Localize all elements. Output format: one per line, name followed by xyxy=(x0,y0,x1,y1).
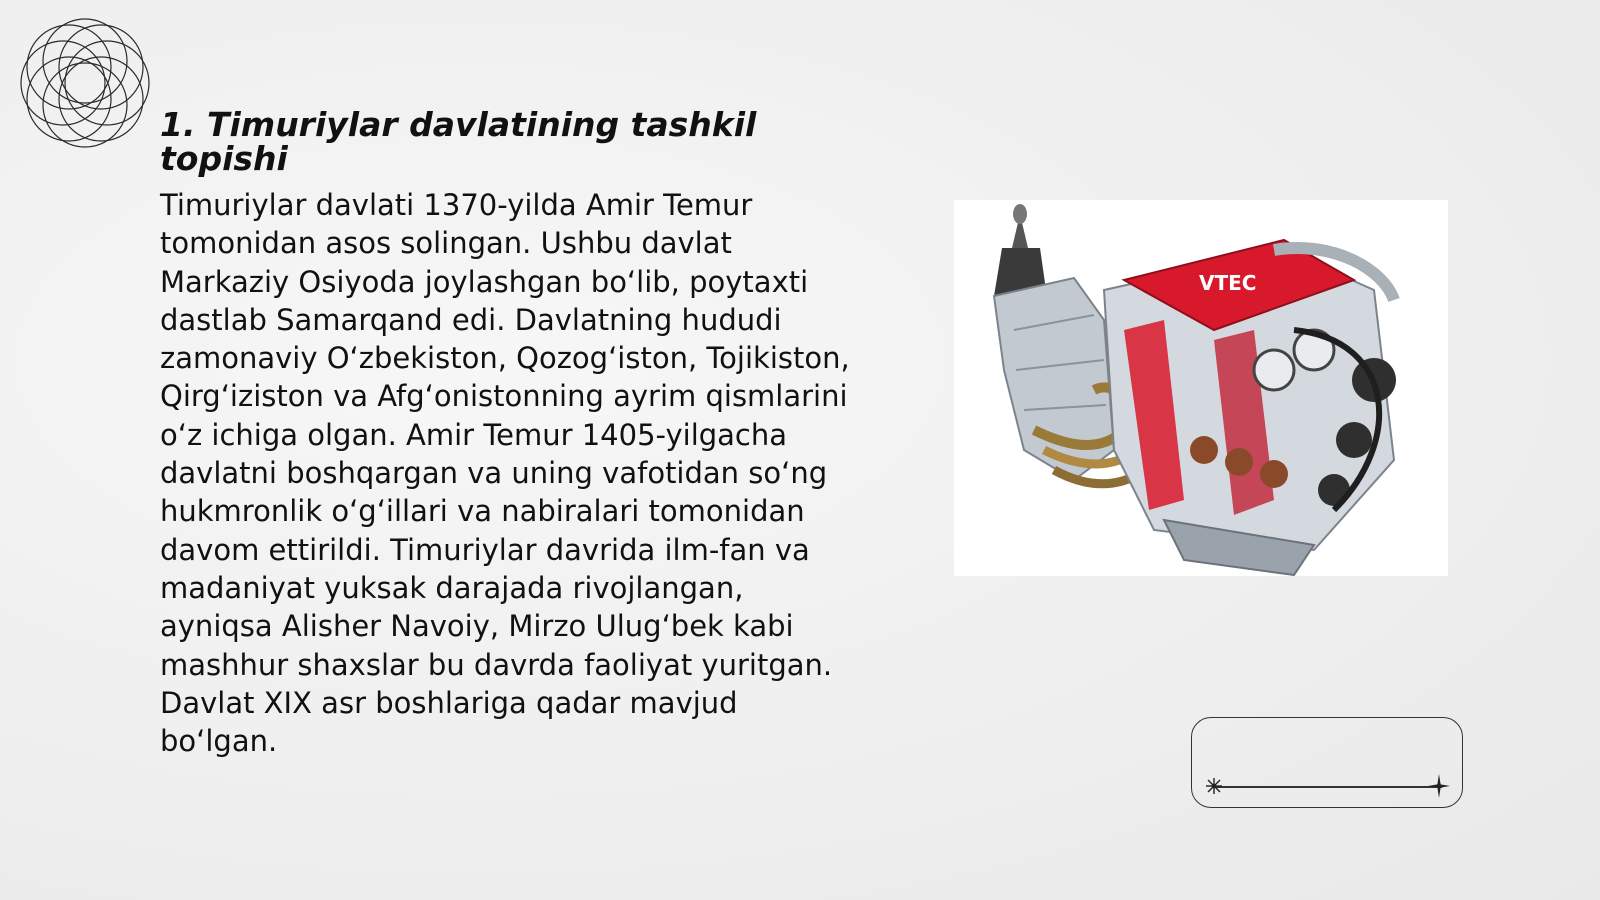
frame-divider-line xyxy=(1212,786,1442,788)
sparkle-icon xyxy=(1428,774,1450,798)
starburst-icon xyxy=(1204,776,1224,796)
slide-body-text: Timuriylar davlati 1370-yilda Amir Temur tomonidan asos solingan. Ushbu davlat Markaziy Osiyoda joylashgan bo‘lib, poytaxti dastlab Samarqand edi. Davlatning hududi zamonaviy O‘zbekiston, Qozog‘iston, Tojikiston, Qirg‘iziston va Afg‘onistonning ayrim qismlarini o‘z ichiga olgan. Amir Temur 1405-yilgacha davlatni boshqargan va uning vafotidan so‘ng hukmronlik o‘g‘illari va nabiralari tomonidan davom ettirildi. Timuriylar davrida ilm-fan va madaniyat yuksak darajada rivojlangan, ayniqsa Alisher Navoiy, Mirzo Ulug‘bek kabi mashhur shaxslar bu davrda faoliyat yuritgan. Davlat XIX asr boshlariga qadar mavjud bo‘lgan. xyxy=(160,188,850,759)
vtec-logo-text: VTEC xyxy=(1199,271,1257,295)
circle-pattern-icon xyxy=(10,8,160,158)
slide-title: 1. Timuriylar davlatining tashkil topishi xyxy=(160,105,757,178)
engine-image xyxy=(954,200,1448,576)
decorative-frame xyxy=(1191,717,1463,808)
